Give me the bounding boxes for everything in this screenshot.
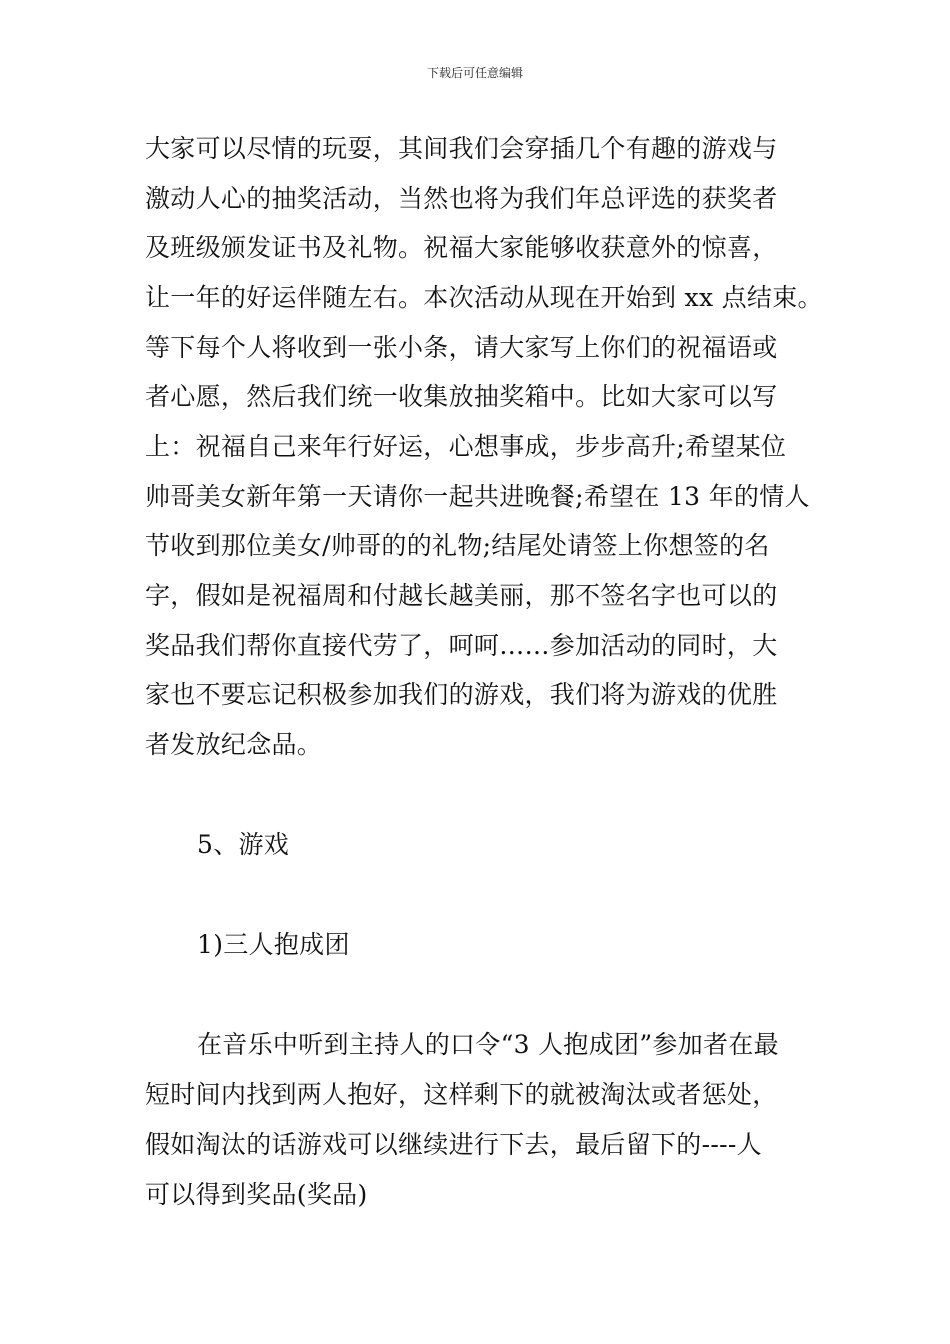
paragraph-line: 奖品我们帮你直接代劳了，呵呵……参加活动的同时，大	[145, 631, 778, 660]
paragraph-line: 及班级颁发证书及礼物。祝福大家能够收获意外的惊喜，	[145, 233, 778, 262]
paragraph-line: 等下每个人将收到一张小条，请大家写上你们的祝福语或	[145, 333, 778, 362]
paragraph-line: 帅哥美女新年第一天请你一起共进晚餐;希望在 13 年的情人	[145, 482, 810, 511]
paragraph-line: 假如淘汰的话游戏可以继续进行下去，最后留下的----人	[145, 1130, 762, 1159]
paragraph-line: 家也不要忘记积极参加我们的游戏，我们将为游戏的优胜	[145, 680, 778, 709]
paragraph-line: 在音乐中听到主持人的口令“3 人抱成团”参加者在最	[197, 1030, 779, 1059]
paragraph-line: 上：祝福自己来年行好运，心想事成，步步高升;希望某位	[145, 432, 787, 461]
paragraph-line: 节收到那位美女/帅哥的的礼物;结尾处请签上你想签的名	[145, 531, 770, 560]
paragraph-line: 大家可以尽情的玩耍，其间我们会穿插几个有趣的游戏与	[145, 134, 778, 163]
paragraph-line: 者心愿，然后我们统一收集放抽奖箱中。比如大家可以写	[145, 382, 778, 411]
subheading-game-1: 1)三人抱成团	[197, 930, 350, 959]
paragraph-line: 可以得到奖品(奖品)	[145, 1180, 368, 1209]
paragraph-line: 短时间内找到两人抱好，这样剩下的就被淘汰或者惩处，	[145, 1080, 778, 1109]
paragraph-line: 字，假如是祝福周和付越长越美丽，那不签名字也可以的	[145, 581, 778, 610]
paragraph-line: 激动人心的抽奖活动，当然也将为我们年总评选的获奖者	[145, 184, 778, 213]
section-heading-games: 5、游戏	[197, 830, 290, 859]
paragraph-line: 者发放纪念品。	[145, 730, 323, 759]
page-header-note: 下载后可任意编辑	[426, 66, 523, 80]
paragraph-line: 让一年的好运伴随左右。本次活动从现在开始到 xx 点结束。	[145, 283, 823, 312]
